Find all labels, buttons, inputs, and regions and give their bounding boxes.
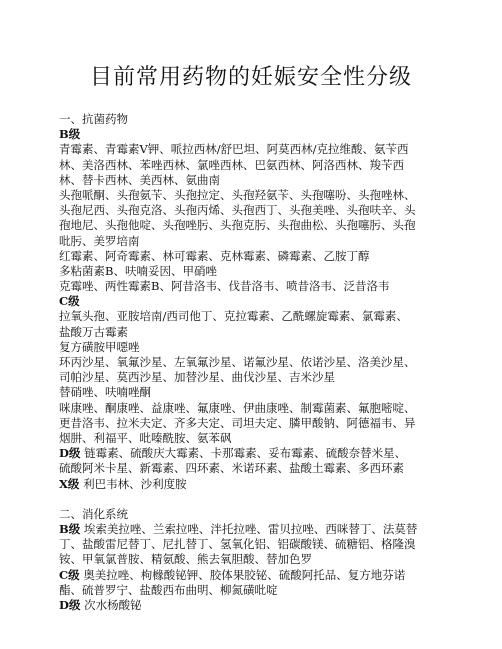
grade-label: C级 [59, 567, 80, 582]
grade-label: D级 [59, 446, 81, 461]
drug-list-text: 烟肼、利福平、吡嗪酰胺、氨苯砜 [59, 430, 232, 445]
section-antibacterial-lines [59, 127, 443, 492]
drug-list-text: 盐酸万古霉素 [59, 324, 128, 339]
text-line [59, 522, 443, 537]
section-heading-antibacterial: 一、抗菌药物 [59, 112, 128, 126]
drug-list-text: 头孢尼西、头孢克洛、头孢丙烯、头孢西丁、头孢美唑、头孢呋辛、头 [59, 203, 416, 218]
text-line [59, 431, 443, 446]
drug-list-text: 利巴韦林、沙利度胺 [83, 476, 187, 491]
text-line [59, 340, 443, 355]
drug-list-text: 铵、甲氧氯普胺、精氨酸、熊去氧胆酸、替加色罗 [59, 552, 312, 567]
drug-list-text: 克霉唑、两性霉素B、阿昔洛韦、伐昔洛韦、喷昔洛韦、泛昔洛韦 [59, 279, 390, 294]
section-digestive-lines [59, 522, 443, 613]
section-gap [59, 492, 443, 507]
drug-list-text: 红霉素、阿奇霉素、林可霉素、克林霉素、磷霉素、乙胺丁醇 [59, 248, 370, 263]
text-line [59, 203, 443, 218]
drug-list-text: 林、美洛西林、苯唑西林、氯唑西林、巴氨西林、阿洛西林、羧苄西 [59, 157, 404, 172]
drug-list-text: 次水杨酸铋 [84, 598, 142, 612]
text-line [59, 234, 443, 249]
drug-list-text: 复方磺胺甲噁唑 [59, 339, 140, 354]
drug-list-text: 替硝唑、呋喃唑酮 [59, 385, 151, 400]
grade-label: B级 [59, 127, 81, 142]
text-line [59, 583, 443, 598]
drug-list-text: 林、替卡西林、美西林、氨曲南 [59, 172, 220, 187]
text-line [59, 401, 443, 416]
drug-list-text: 链霉素、硫酸庆大霉素、卡那霉素、妥布霉素、硫酸奈替米星、 [84, 446, 407, 461]
drug-list-text: 奥美拉唑、枸橼酸铋钾、胶体果胶铋、硫酸阿托品、复方地芬诺 [83, 567, 406, 582]
text-line [59, 370, 443, 385]
grade-label: D级 [59, 598, 81, 612]
text-line [59, 188, 443, 203]
text-line [59, 173, 443, 188]
text-line [59, 537, 443, 552]
drug-list-text: 更昔洛韦、拉米夫定、齐多夫定、司坦夫定、膦甲酸钠、阿德福韦、异 [59, 415, 416, 430]
drug-list-text: 头孢哌酮、头孢氨苄、头孢拉定、头孢羟氨苄、头孢噻吩、头孢唑林、 [59, 187, 416, 202]
drug-list-text: 硫酸阿米卡星、新霉素、四环素、米诺环素、盐酸土霉素、多西环素 [59, 461, 404, 476]
drug-list-text: 埃索美拉唑、兰索拉唑、泮托拉唑、雷贝拉唑、西咪替丁、法莫替 [83, 522, 418, 537]
drug-list-text: 咪康唑、酮康唑、益康唑、氟康唑、伊曲康唑、制霉菌素、氟胞嘧啶、 [59, 400, 416, 415]
text-line [59, 249, 443, 264]
grade-label: B级 [59, 522, 81, 537]
text-line [59, 461, 443, 476]
text-line [59, 598, 443, 613]
drug-list-text: 丁、盐酸雷尼替丁、尼扎替丁、氢氧化铝、铝碳酸镁、硫糖铝、格隆溴 [59, 537, 416, 552]
text-line [59, 279, 443, 294]
text-line [59, 416, 443, 431]
section-heading-digestive: 二、消化系统 [59, 506, 128, 521]
text-line [59, 477, 443, 492]
text-line [59, 325, 443, 340]
text-line [59, 264, 443, 279]
page-title: 目前常用药物的妊娠安全性分级 [89, 65, 412, 90]
text-line [59, 568, 443, 583]
text-line [59, 218, 443, 233]
text-line [59, 309, 443, 324]
text-line [59, 446, 443, 461]
drug-list-text: 环丙沙星、氧氟沙星、左氧氟沙星、诺氟沙星、依诺沙星、洛美沙星、 [59, 355, 416, 369]
text-line [59, 294, 443, 309]
drug-list-text: 拉氧头孢、亚胺培南/西司他丁、克拉霉素、乙酰螺旋霉素、氯霉素、 [59, 309, 408, 324]
text-line [59, 552, 443, 567]
text-line [59, 127, 443, 142]
text-line [59, 355, 443, 370]
text-line [59, 385, 443, 400]
text-line [59, 142, 443, 157]
drug-list-text: 吡肟、美罗培南 [59, 233, 140, 248]
drug-list-text: 酯、硫普罗宁、盐酸西布曲明、柳氮磺吡啶 [59, 582, 278, 597]
grade-label: X级 [59, 476, 80, 491]
drug-list-text: 青霉素、青霉素V钾、哌拉西林/舒巴坦、阿莫西林/克拉维酸、氨苄西 [59, 142, 409, 157]
drug-list-text: 孢地尼、头孢他啶、头孢唑肟、头孢克肟、头孢曲松、头孢噻肟、头孢 [59, 218, 416, 233]
grade-label: C级 [59, 294, 80, 309]
drug-list-text: 多粘菌素B、呋喃妥因、甲硝唑 [59, 263, 217, 278]
text-line [59, 158, 443, 173]
drug-list-text: 司帕沙星、莫西沙星、加替沙星、曲伐沙星、吉米沙星 [59, 370, 335, 385]
document-body [59, 112, 443, 613]
